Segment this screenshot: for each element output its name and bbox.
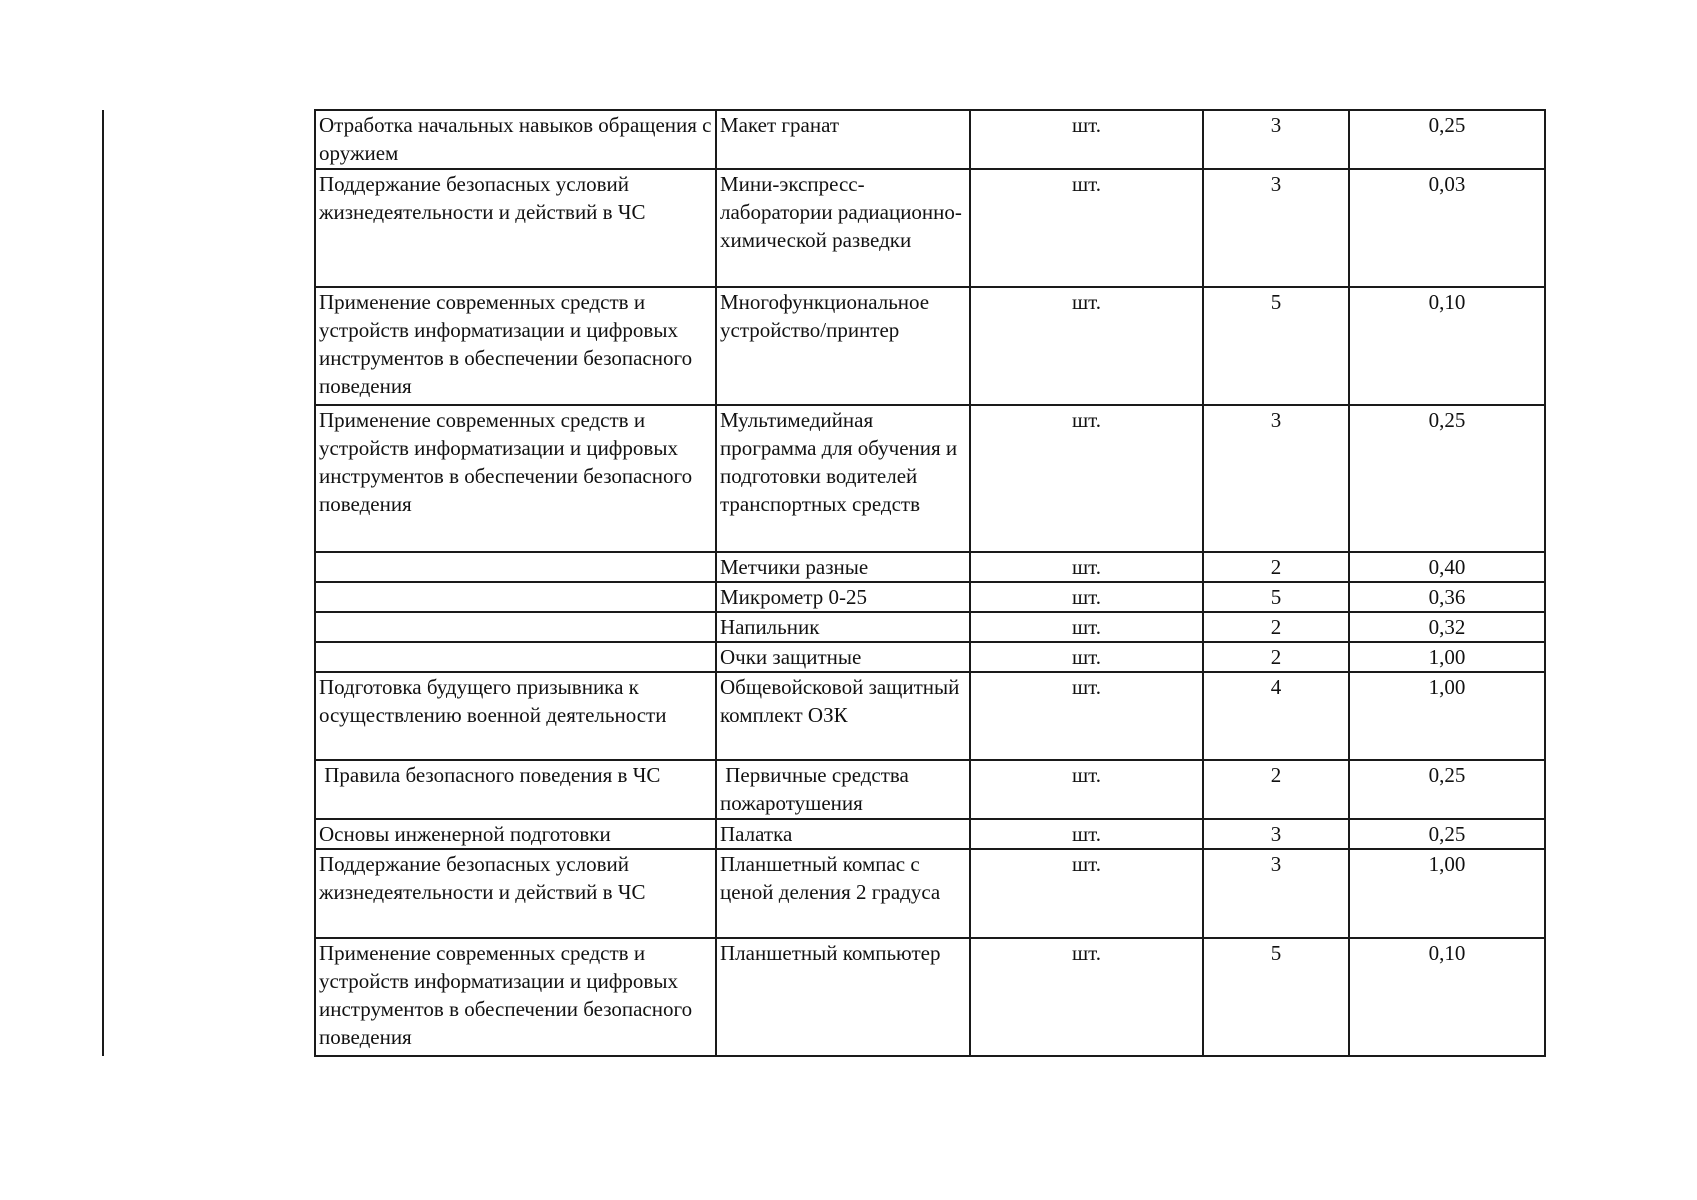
qty-cell: 4 <box>1203 672 1349 760</box>
topic-cell: Поддержание безопасных условий жизнедеятельности и действий в ЧС <box>315 169 716 287</box>
item-cell: Очки защитные <box>716 642 970 672</box>
topic-cell <box>315 642 716 672</box>
rate-cell: 0,10 <box>1349 287 1545 405</box>
item-cell: Многофункциональное устройство/принтер <box>716 287 970 405</box>
qty-cell: 2 <box>1203 642 1349 672</box>
rate-cell: 0,40 <box>1349 552 1545 582</box>
table-row <box>315 405 1545 552</box>
item-cell: Микрометр 0-25 <box>716 582 970 612</box>
item-cell: Планшетный компас с ценой деления 2 градуса <box>716 849 970 938</box>
topic-cell: Основы инженерной подготовки <box>315 819 716 849</box>
rate-cell: 0,25 <box>1349 405 1545 552</box>
rate-cell: 1,00 <box>1349 642 1545 672</box>
qty-cell: 5 <box>1203 582 1349 612</box>
item-cell: Напильник <box>716 612 970 642</box>
unit-cell: шт. <box>970 110 1203 169</box>
qty-cell: 3 <box>1203 169 1349 287</box>
unit-cell: шт. <box>970 819 1203 849</box>
unit-cell: шт. <box>970 582 1203 612</box>
table-row <box>315 552 1545 582</box>
qty-cell: 3 <box>1203 849 1349 938</box>
qty-cell: 2 <box>1203 760 1349 819</box>
qty-cell: 3 <box>1203 405 1349 552</box>
table-row <box>315 672 1545 760</box>
item-cell: Общевойсковой защитный комплект ОЗК <box>716 672 970 760</box>
unit-cell: шт. <box>970 672 1203 760</box>
rate-cell: 0,32 <box>1349 612 1545 642</box>
table-row <box>315 849 1545 938</box>
equipment-table <box>314 109 1546 1057</box>
table-row <box>315 582 1545 612</box>
topic-cell: Отработка начальных навыков обращения с оружием <box>315 110 716 169</box>
table-row <box>315 612 1545 642</box>
left-margin-rule <box>102 110 104 1056</box>
topic-cell <box>315 582 716 612</box>
rate-cell: 0,25 <box>1349 110 1545 169</box>
item-cell: Метчики разные <box>716 552 970 582</box>
topic-cell: Правила безопасного поведения в ЧС <box>315 760 716 819</box>
qty-cell: 3 <box>1203 110 1349 169</box>
table-row <box>315 760 1545 819</box>
item-cell: Планшетный компьютер <box>716 938 970 1056</box>
unit-cell: шт. <box>970 612 1203 642</box>
qty-cell: 2 <box>1203 612 1349 642</box>
unit-cell: шт. <box>970 405 1203 552</box>
unit-cell: шт. <box>970 642 1203 672</box>
topic-cell: Применение современных средств и устройств информатизации и цифровых инструментов в обеспечении безопасного поведения <box>315 405 716 552</box>
qty-cell: 2 <box>1203 552 1349 582</box>
unit-cell: шт. <box>970 169 1203 287</box>
item-cell: Мультимедийная программа для обучения и подготовки водителей транспортных средств <box>716 405 970 552</box>
unit-cell: шт. <box>970 760 1203 819</box>
table-row <box>315 110 1545 169</box>
rate-cell: 1,00 <box>1349 849 1545 938</box>
rate-cell: 0,36 <box>1349 582 1545 612</box>
topic-cell <box>315 612 716 642</box>
unit-cell: шт. <box>970 938 1203 1056</box>
table-row <box>315 642 1545 672</box>
rate-cell: 0,03 <box>1349 169 1545 287</box>
table-row <box>315 287 1545 405</box>
topic-cell: Поддержание безопасных условий жизнедеятельности и действий в ЧС <box>315 849 716 938</box>
table-row <box>315 938 1545 1056</box>
qty-cell: 5 <box>1203 938 1349 1056</box>
topic-cell: Подготовка будущего призывника к осуществлению военной деятельности <box>315 672 716 760</box>
item-cell: Первичные средства пожаротушения <box>716 760 970 819</box>
topic-cell <box>315 552 716 582</box>
rate-cell: 0,25 <box>1349 760 1545 819</box>
qty-cell: 3 <box>1203 819 1349 849</box>
topic-cell: Применение современных средств и устройств информатизации и цифровых инструментов в обеспечении безопасного поведения <box>315 938 716 1056</box>
item-cell: Мини-экспресс-лаборатории радиационно-химической разведки <box>716 169 970 287</box>
qty-cell: 5 <box>1203 287 1349 405</box>
rate-cell: 1,00 <box>1349 672 1545 760</box>
item-cell: Палатка <box>716 819 970 849</box>
rate-cell: 0,10 <box>1349 938 1545 1056</box>
rate-cell: 0,25 <box>1349 819 1545 849</box>
topic-cell: Применение современных средств и устройств информатизации и цифровых инструментов в обеспечении безопасного поведения <box>315 287 716 405</box>
table-row <box>315 169 1545 287</box>
table-row <box>315 819 1545 849</box>
item-cell: Макет гранат <box>716 110 970 169</box>
unit-cell: шт. <box>970 287 1203 405</box>
unit-cell: шт. <box>970 552 1203 582</box>
unit-cell: шт. <box>970 849 1203 938</box>
